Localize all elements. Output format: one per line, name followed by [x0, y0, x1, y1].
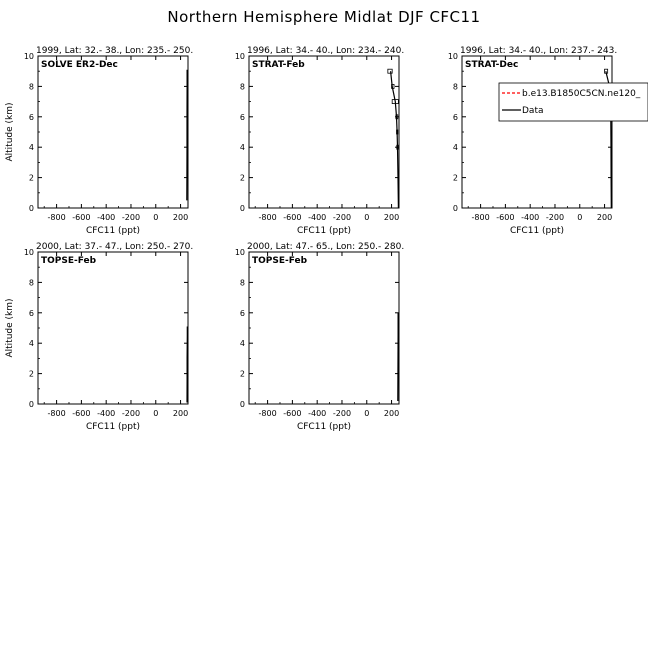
x-tick-label: 200 [384, 409, 399, 418]
x-tick-label: -600 [283, 409, 301, 418]
y-tick-label: 4 [29, 143, 34, 152]
x-axis-label: CFC11 (ppt) [297, 422, 351, 432]
x-axis-label: CFC11 (ppt) [510, 226, 564, 236]
x-tick-label: -800 [259, 409, 277, 418]
x-tick-label: -400 [97, 213, 115, 222]
x-tick-label: -200 [546, 213, 564, 222]
x-tick-label: -400 [308, 409, 326, 418]
x-tick-label: -200 [122, 409, 140, 418]
panel-4 [5, 242, 193, 432]
panel-header: 1996, Lat: 34.- 40., Lon: 237.- 243. [460, 46, 617, 56]
y-tick-label: 4 [240, 143, 245, 152]
y-tick-label: 10 [448, 52, 458, 61]
campaign-label: STRAT-Feb [252, 60, 305, 70]
x-tick-label: -200 [333, 409, 351, 418]
x-tick-label: -800 [259, 213, 277, 222]
x-tick-label: 0 [577, 213, 582, 222]
panel-header: 1996, Lat: 34.- 40., Lon: 234.- 240. [247, 46, 404, 56]
y-tick-label: 10 [24, 52, 34, 61]
panel-header: 2000, Lat: 47.- 65., Lon: 250.- 280. [247, 242, 404, 252]
y-tick-label: 2 [29, 370, 34, 379]
y-tick-label: 6 [453, 113, 458, 122]
y-tick-label: 8 [240, 278, 245, 287]
x-tick-label: -800 [48, 409, 66, 418]
x-tick-label: -600 [283, 213, 301, 222]
x-tick-label: 200 [384, 213, 399, 222]
x-tick-label: -400 [308, 213, 326, 222]
y-tick-label: 0 [240, 204, 245, 213]
campaign-label: TOPSE-Feb [252, 256, 308, 266]
panel-5 [235, 242, 404, 432]
y-axis-label: Altitude (km) [5, 298, 15, 357]
y-tick-label: 0 [29, 204, 34, 213]
y-tick-label: 8 [29, 278, 34, 287]
y-tick-label: 8 [29, 82, 34, 91]
x-tick-label: 0 [364, 409, 369, 418]
x-tick-label: 200 [597, 213, 612, 222]
y-tick-label: 8 [453, 82, 458, 91]
y-tick-label: 8 [240, 82, 245, 91]
legend-label: b.e13.B1850C5CN.ne120_ [522, 89, 641, 99]
y-tick-label: 10 [235, 52, 245, 61]
x-tick-label: -200 [122, 213, 140, 222]
x-tick-label: -200 [333, 213, 351, 222]
x-tick-label: -600 [496, 213, 514, 222]
y-tick-label: 0 [240, 400, 245, 409]
x-tick-label: -600 [72, 213, 90, 222]
campaign-label: STRAT-Dec [465, 60, 518, 70]
plot-frame [38, 252, 188, 404]
panel-2 [235, 46, 404, 236]
error-box [388, 69, 392, 73]
x-tick-label: 0 [364, 213, 369, 222]
x-tick-label: 200 [173, 213, 188, 222]
plot-frame [249, 252, 399, 404]
x-tick-label: -600 [72, 409, 90, 418]
x-tick-label: -800 [48, 213, 66, 222]
y-tick-label: 4 [29, 339, 34, 348]
campaign-label: SOLVE ER2-Dec [41, 60, 118, 70]
y-tick-label: 10 [24, 248, 34, 257]
y-tick-label: 6 [29, 309, 34, 318]
legend-label: Data [522, 106, 544, 116]
x-tick-label: -400 [97, 409, 115, 418]
x-tick-label: 200 [173, 409, 188, 418]
y-axis-label: Altitude (km) [5, 102, 15, 161]
x-tick-label: -400 [521, 213, 539, 222]
x-tick-label: 0 [153, 409, 158, 418]
x-tick-label: -800 [472, 213, 490, 222]
figure-title: Northern Hemisphere Midlat DJF CFC11 [0, 8, 648, 26]
legend [499, 83, 648, 121]
panel-3 [448, 46, 617, 236]
panel-header: 2000, Lat: 37.- 47., Lon: 250.- 270. [36, 242, 193, 252]
y-tick-label: 2 [453, 174, 458, 183]
plot-frame [249, 56, 399, 208]
x-tick-label: 0 [153, 213, 158, 222]
y-tick-label: 4 [453, 143, 458, 152]
y-tick-label: 0 [29, 400, 34, 409]
y-tick-label: 6 [240, 113, 245, 122]
plot-frame [38, 56, 188, 208]
y-tick-label: 4 [240, 339, 245, 348]
y-tick-label: 2 [240, 370, 245, 379]
plot-frame [462, 56, 612, 208]
x-axis-label: CFC11 (ppt) [297, 226, 351, 236]
y-tick-label: 2 [29, 174, 34, 183]
x-axis-label: CFC11 (ppt) [86, 422, 140, 432]
y-tick-label: 10 [235, 248, 245, 257]
y-tick-label: 6 [29, 113, 34, 122]
y-tick-label: 6 [240, 309, 245, 318]
series-line-data [391, 71, 399, 208]
x-axis-label: CFC11 (ppt) [86, 226, 140, 236]
y-tick-label: 0 [453, 204, 458, 213]
panel-1 [5, 46, 193, 236]
campaign-label: TOPSE-Feb [41, 256, 97, 266]
y-tick-label: 2 [240, 174, 245, 183]
panel-header: 1999, Lat: 32.- 38., Lon: 235.- 250. [36, 46, 193, 56]
